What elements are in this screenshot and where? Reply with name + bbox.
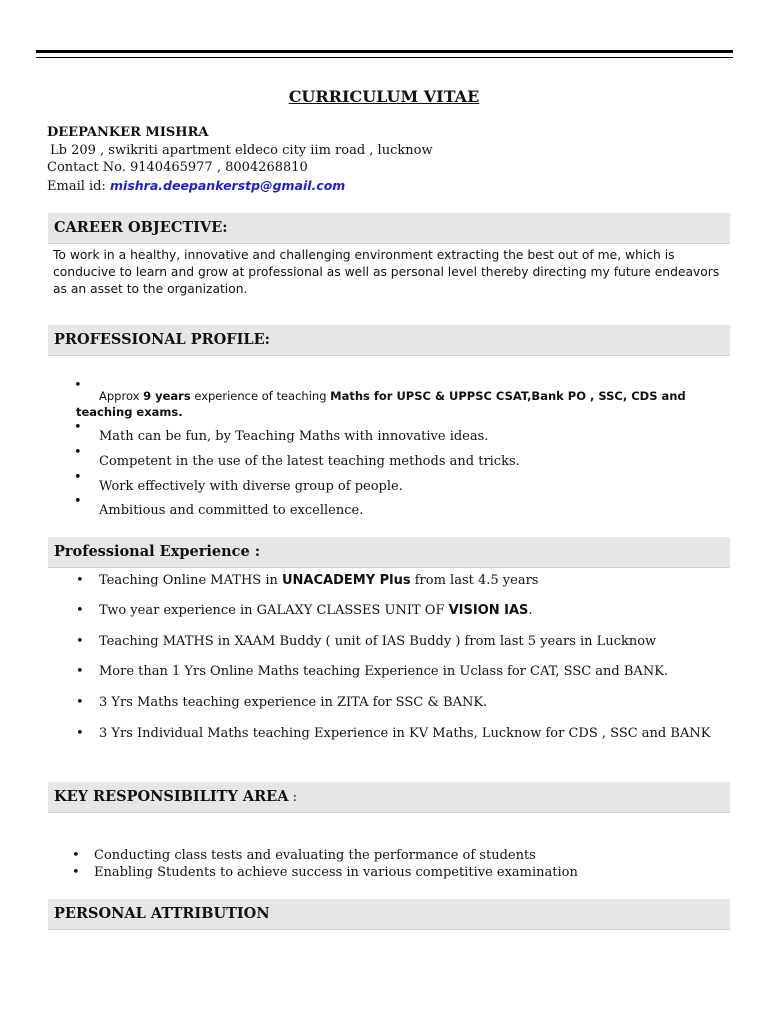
bullet: • bbox=[76, 603, 84, 618]
section-divider bbox=[48, 812, 730, 813]
section-professional-profile bbox=[48, 325, 730, 355]
bullet: • bbox=[72, 848, 80, 863]
bullet: • bbox=[74, 420, 82, 435]
list-item: Enabling Students to achieve success in various competitive examination bbox=[94, 865, 578, 880]
header-rule-thin bbox=[36, 57, 733, 58]
bullet: • bbox=[76, 634, 84, 649]
bullet: • bbox=[76, 664, 84, 679]
list-item: Math can be fun, by Teaching Maths with innovative ideas. bbox=[99, 429, 489, 444]
section-divider bbox=[48, 355, 730, 356]
section-career-objective bbox=[48, 213, 730, 243]
bullet: • bbox=[74, 470, 82, 485]
bullet: • bbox=[72, 865, 80, 880]
section-title: PROFESSIONAL PROFILE: bbox=[54, 331, 270, 348]
list-item: More than 1 Yrs Online Maths teaching Experience in Uclass for CAT, SSC and BANK. bbox=[99, 664, 669, 679]
bullet: • bbox=[76, 695, 84, 710]
list-item: Approx 9 years experience of teaching Maths for UPSC & UPPSC CSAT,Bank PO , SSC, CDS and bbox=[99, 389, 686, 403]
candidate-email bbox=[47, 177, 345, 195]
section-key-responsibility bbox=[48, 782, 730, 812]
header-rule-thick bbox=[36, 50, 733, 53]
section-title: KEY RESPONSIBILITY AREA : bbox=[54, 788, 297, 805]
section-title: CAREER OBJECTIVE: bbox=[54, 219, 228, 236]
list-item: Two year experience in GALAXY CLASSES UNIT OF VISION IAS. bbox=[99, 603, 533, 618]
candidate-name: DEEPANKER MISHRA bbox=[47, 125, 209, 140]
list-item: Ambitious and committed to excellence. bbox=[99, 503, 364, 518]
email-label: Email id: bbox=[47, 179, 111, 194]
bullet: • bbox=[76, 726, 84, 741]
section-personal-attribution bbox=[48, 899, 730, 929]
list-item: 3 Yrs Individual Maths teaching Experience in KV Maths, Lucknow for CDS , SSC and BANK bbox=[99, 726, 711, 741]
section-title: PERSONAL ATTRIBUTION bbox=[54, 905, 270, 922]
list-item: Teaching Online MATHS in UNACADEMY Plus from last 4.5 years bbox=[99, 573, 539, 588]
list-item: 3 Yrs Maths teaching experience in ZITA for SSC & BANK. bbox=[99, 695, 488, 710]
section-divider bbox=[48, 567, 730, 568]
list-item: Teaching MATHS in XAAM Buddy ( unit of IAS Buddy ) from last 5 years in Lucknow bbox=[99, 634, 657, 649]
document-title: CURRICULUM VITAE bbox=[288, 87, 480, 106]
list-item-continued: teaching exams. bbox=[76, 405, 183, 419]
bullet: • bbox=[74, 378, 82, 393]
candidate-address: Lb 209 , swikriti apartment eldeco city iim road , lucknow bbox=[50, 143, 433, 158]
section-title: Professional Experience : bbox=[54, 543, 261, 560]
list-item: Competent in the use of the latest teaching methods and tricks. bbox=[99, 454, 520, 469]
email-link[interactable]: mishra.deepankerstp@gmail.com bbox=[110, 178, 346, 193]
career-objective-text: To work in a healthy, innovative and challenging environment extracting the best out of me, which is conducive to learn and grow at professional as well as personal level thereby directing my future endeavors as an asset to the organization. bbox=[53, 248, 720, 296]
section-divider bbox=[48, 929, 730, 930]
candidate-phone: Contact No. 9140465977 , 8004268810 bbox=[47, 160, 308, 175]
list-item: Conducting class tests and evaluating the performance of students bbox=[94, 848, 536, 863]
bullet: • bbox=[74, 494, 82, 509]
bullet: • bbox=[76, 573, 84, 588]
bullet: • bbox=[74, 445, 82, 460]
section-professional-experience bbox=[48, 537, 730, 567]
section-divider bbox=[48, 243, 730, 244]
list-item: Work effectively with diverse group of people. bbox=[99, 479, 403, 494]
